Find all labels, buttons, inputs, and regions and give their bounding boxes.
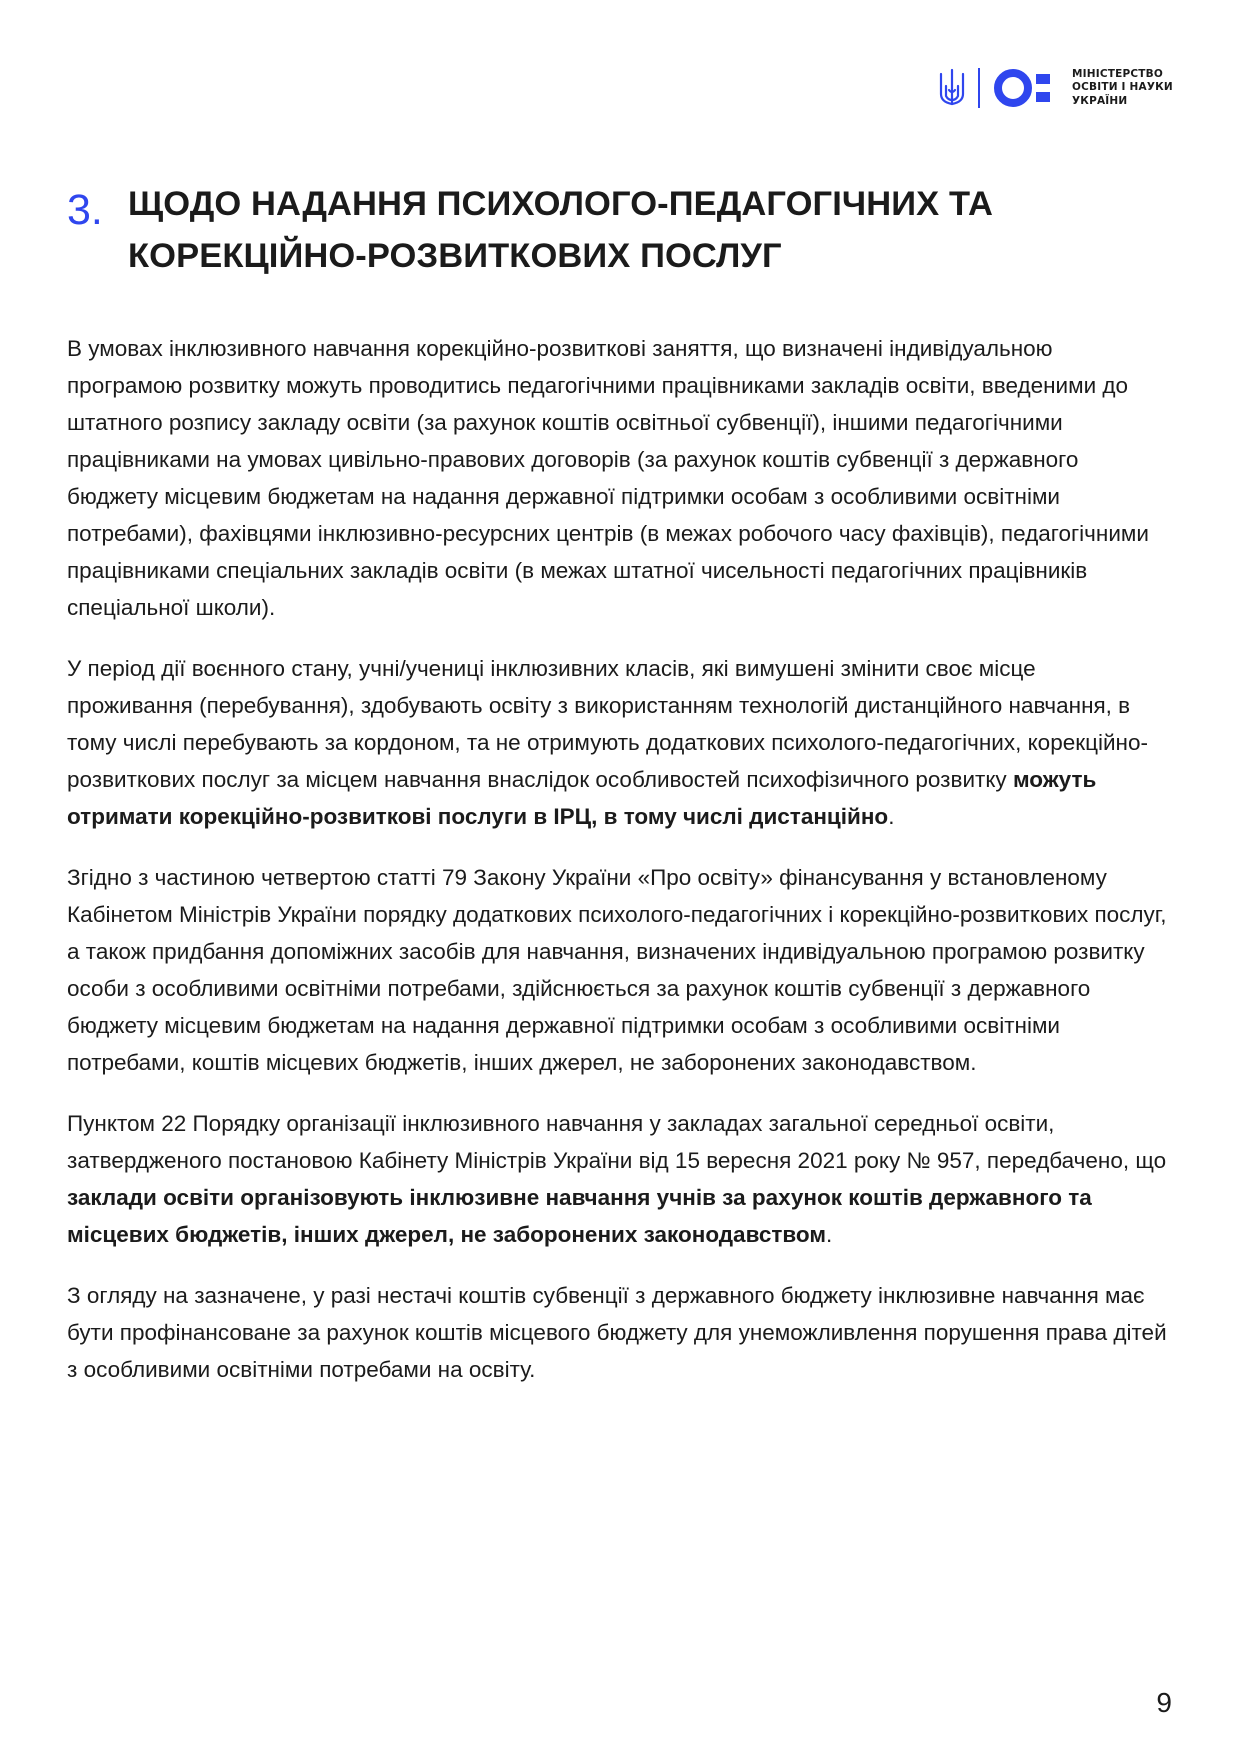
paragraph-end: . bbox=[826, 1222, 833, 1247]
paragraph bbox=[67, 1105, 1167, 1253]
ministry-name-line: УКРАЇНИ bbox=[1072, 94, 1128, 107]
ministry-name-line: ОСВІТИ І НАУКИ bbox=[1072, 81, 1173, 94]
paragraph-text: У період дії воєнного стану, учні/учениці інклюзивних класів, які вимушені змінити своє місце проживання (перебування), здобувають освіту з використанням технологій дистанційного навчання, в тому числі перебувають за кордоном, та не отримують додаткових психолого-педагогічних, корекційно-розвиткових послуг за місцем навчання внаслідок особливостей психофізичного розвитку bbox=[67, 656, 1148, 792]
paragraph-text: Згідно з частиною четвертою статті 79 Закону України «Про освіту» фінансування у встановленому Кабінетом Міністрів України порядку додаткових психолого-педагогічних і корекційно-розвиткових послуг, а також придбання допоміжних засобів для навчання, визначених індивідуальною програмою розвитку особи з особливими освітніми потребами, здійснюється за рахунок коштів субвенції з державного бюджету місцевим бюджетам на надання державної підтримки особам з особливими освітніми потребами, коштів місцевих бюджетів, інших джерел, не заборонених законодавством. bbox=[67, 865, 1167, 1075]
emphasized-text: заклади освіти організовують інклюзивне навчання учнів за рахунок коштів державного та місцевих бюджетів, інших джерел, не заборонених законодавством bbox=[67, 1185, 1092, 1247]
ministry-name-line: МІНІСТЕРСТВО bbox=[1072, 67, 1163, 80]
section-title-line: КОРЕКЦІЙНО-РОЗВИТКОВИХ ПОСЛУГ bbox=[128, 237, 782, 275]
logo-divider bbox=[978, 68, 980, 108]
emphasized-text: можуть отримати корекційно-розвиткові послуги в ІРЦ, в тому числі дистанційно bbox=[67, 767, 1097, 829]
page-number: 9 bbox=[1156, 1687, 1172, 1718]
ministry-logo bbox=[938, 66, 1173, 110]
ministry-name bbox=[1072, 68, 1173, 109]
paragraph bbox=[67, 859, 1167, 1081]
body-text bbox=[67, 330, 1167, 1412]
section-heading bbox=[67, 178, 1167, 282]
paragraph-text: Пунктом 22 Порядку організації інклюзивного навчання у закладах загальної середньої освіти, затвердженого постановою Кабінету Міністрів України від 15 вересня 2021 року № 957, передбачено, що bbox=[67, 1111, 1167, 1173]
trident-icon bbox=[938, 68, 966, 108]
paragraph-text: В умовах інклюзивного навчання корекційно-розвиткові заняття, що визначені індивідуальною програмою розвитку можуть проводитись педагогічними працівниками закладів освіти, введеними до штатного розпису закладу освіти (за рахунок коштів освітньої субвенції), іншими педагогічними працівниками на умовах цивільно-правових договорів (за рахунок коштів субвенції з державного бюджету місцевим бюджетам на надання державної підтримки особам з особливими освітніми потребами), фахівцями інклюзивно-ресурсних центрів (в межах робочого часу фахівців), педагогічними працівниками спеціальних закладів освіти (в межах штатної чисельності педагогічних працівників спеціальної школи). bbox=[67, 336, 1149, 620]
section-title-line: ЩОДО НАДАННЯ ПСИХОЛОГО-ПЕДАГОГІЧНИХ ТА bbox=[128, 185, 993, 223]
paragraph-end: . bbox=[888, 804, 895, 829]
section-number: 3. bbox=[67, 186, 103, 234]
paragraph-text: З огляду на зазначене, у разі нестачі коштів субвенції з державного бюджету інклюзивне навчання має бути профінансоване за рахунок коштів місцевого бюджету для унеможливлення порушення права дітей з особливими освітніми потребами на освіту. bbox=[67, 1283, 1167, 1382]
paragraph bbox=[67, 1277, 1167, 1388]
section-title bbox=[128, 178, 993, 282]
paragraph bbox=[67, 650, 1167, 835]
mon-brand-icon bbox=[994, 68, 1060, 108]
paragraph bbox=[67, 330, 1167, 626]
